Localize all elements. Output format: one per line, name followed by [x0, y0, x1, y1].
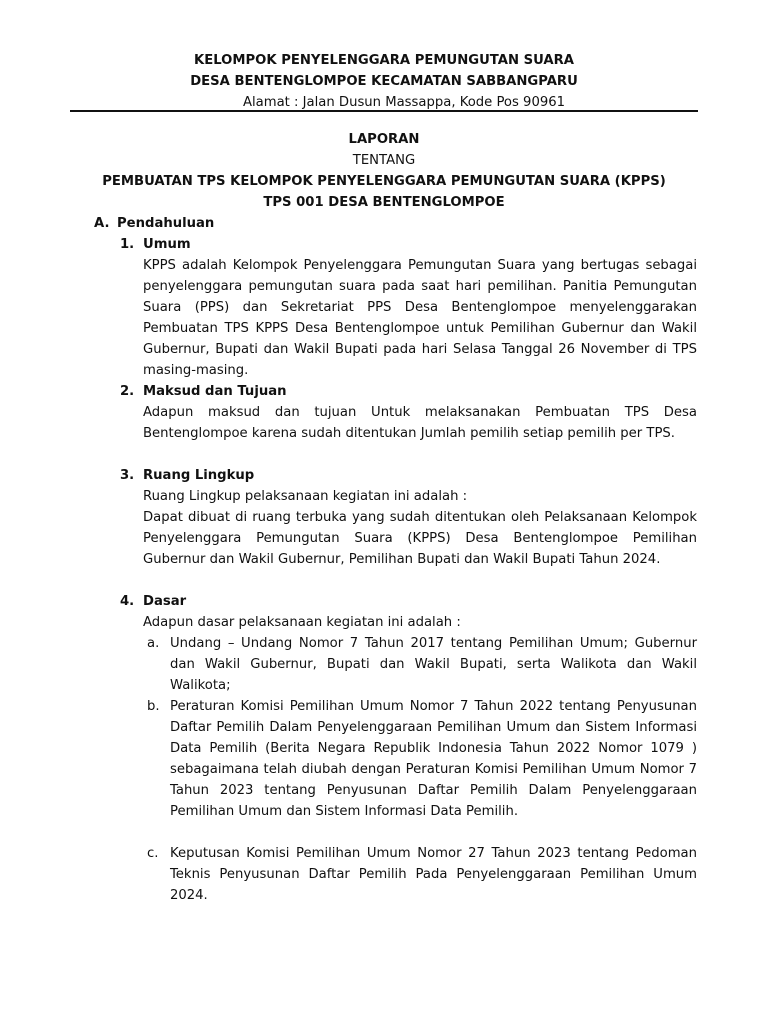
header-divider: [70, 110, 698, 112]
item-2-heading: Maksud dan Tujuan: [143, 384, 287, 399]
item-4-marker: 4.: [120, 594, 135, 609]
item-3-marker: 3.: [120, 468, 135, 483]
title-laporan: LAPORAN: [348, 132, 420, 147]
subitem-a-text: Undang – Undang Nomor 7 Tahun 2017 tentang Pemilihan Umum; Gubernur dan Wakil Gubernur, Bupati dan Wakil Bupati, serta Walikota dan Wakil Walikota;: [170, 636, 697, 693]
item-4-heading: Dasar: [143, 594, 187, 609]
subitem-c-marker: c.: [147, 846, 159, 861]
item-1-marker: 1.: [120, 237, 135, 252]
item-3-heading: Ruang Lingkup: [143, 468, 255, 483]
header-line-2: DESA BENTENGLOMPOE KECAMATAN SABBANGPARU: [190, 74, 578, 89]
item-1-body: KPPS adalah Kelompok Penyelenggara Pemungutan Suara yang bertugas sebagai penyelenggara pemungutan suara pada saat hari pemilihan. Panitia Pemungutan Suara (PPS) dan Sekretariat PPS Desa Bentenglompoe menyelenggarakan Pembuatan TPS KPPS Desa Bentenglompoe untuk Pemilihan Gubernur dan Wakil Gubernur, Bupati dan Wakil Bupati pada hari Selasa Tanggal 26 November di TPS masing-masing.: [143, 258, 697, 378]
item-3-intro: Ruang Lingkup pelaksanaan kegiatan ini adalah :: [143, 489, 468, 504]
title-subject-2: TPS 001 DESA BENTENGLOMPOE: [263, 195, 505, 210]
item-4-intro: Adapun dasar pelaksanaan kegiatan ini adalah :: [143, 615, 461, 630]
subitem-b-text: Peraturan Komisi Pemilihan Umum Nomor 7 Tahun 2022 tentang Penyusunan Daftar Pemilih Dalam Penyelenggaraan Pemilihan Umum dan Sistem Informasi Data Pemilih (Berita Negara Republik Indonesia Tahun 2022 Nomor 1079 ) sebagaimana telah diubah dengan Peraturan Komisi Pemilihan Umum Nomor 7 Tahun 2023 tentang Penyusunan Daftar Pemilih Dalam Penyelenggaraan Pemilihan Umum dan Sistem Informasi Data Pemilih.: [170, 699, 697, 819]
section-a-heading: Pendahuluan: [117, 216, 215, 231]
item-2-body: Adapun maksud dan tujuan Untuk melaksanakan Pembuatan TPS Desa Bentenglompoe karena sudah ditentukan Jumlah pemilih setiap pemilih per TPS.: [143, 405, 697, 441]
subitem-c-text: Keputusan Komisi Pemilihan Umum Nomor 27 Tahun 2023 tentang Pedoman Teknis Penyusunan Daftar Pemilih Pada Penyelenggaraan Pemilihan Umum 2024.: [170, 846, 697, 903]
title-tentang: TENTANG: [352, 153, 416, 168]
item-1-heading: Umum: [143, 237, 191, 252]
section-a-marker: A.: [94, 216, 110, 231]
item-3-body: Dapat dibuat di ruang terbuka yang sudah ditentukan oleh Pelaksanaan Kelompok Penyelenggara Pemungutan Suara (KPPS) Desa Bentenglompoe Pemilihan Gubernur dan Wakil Gubernur, Pemilihan Bupati dan Wakil Bupati Tahun 2024.: [143, 510, 697, 567]
item-2-marker: 2.: [120, 384, 135, 399]
subitem-b-marker: b.: [147, 699, 160, 714]
header-address: Alamat : Jalan Dusun Massappa, Kode Pos 90961: [242, 95, 566, 110]
subitem-a-marker: a.: [147, 636, 160, 651]
title-subject-1: PEMBUATAN TPS KELOMPOK PENYELENGGARA PEMUNGUTAN SUARA (KPPS): [102, 174, 666, 189]
header-line-1: KELOMPOK PENYELENGGARA PEMUNGUTAN SUARA: [194, 53, 574, 68]
